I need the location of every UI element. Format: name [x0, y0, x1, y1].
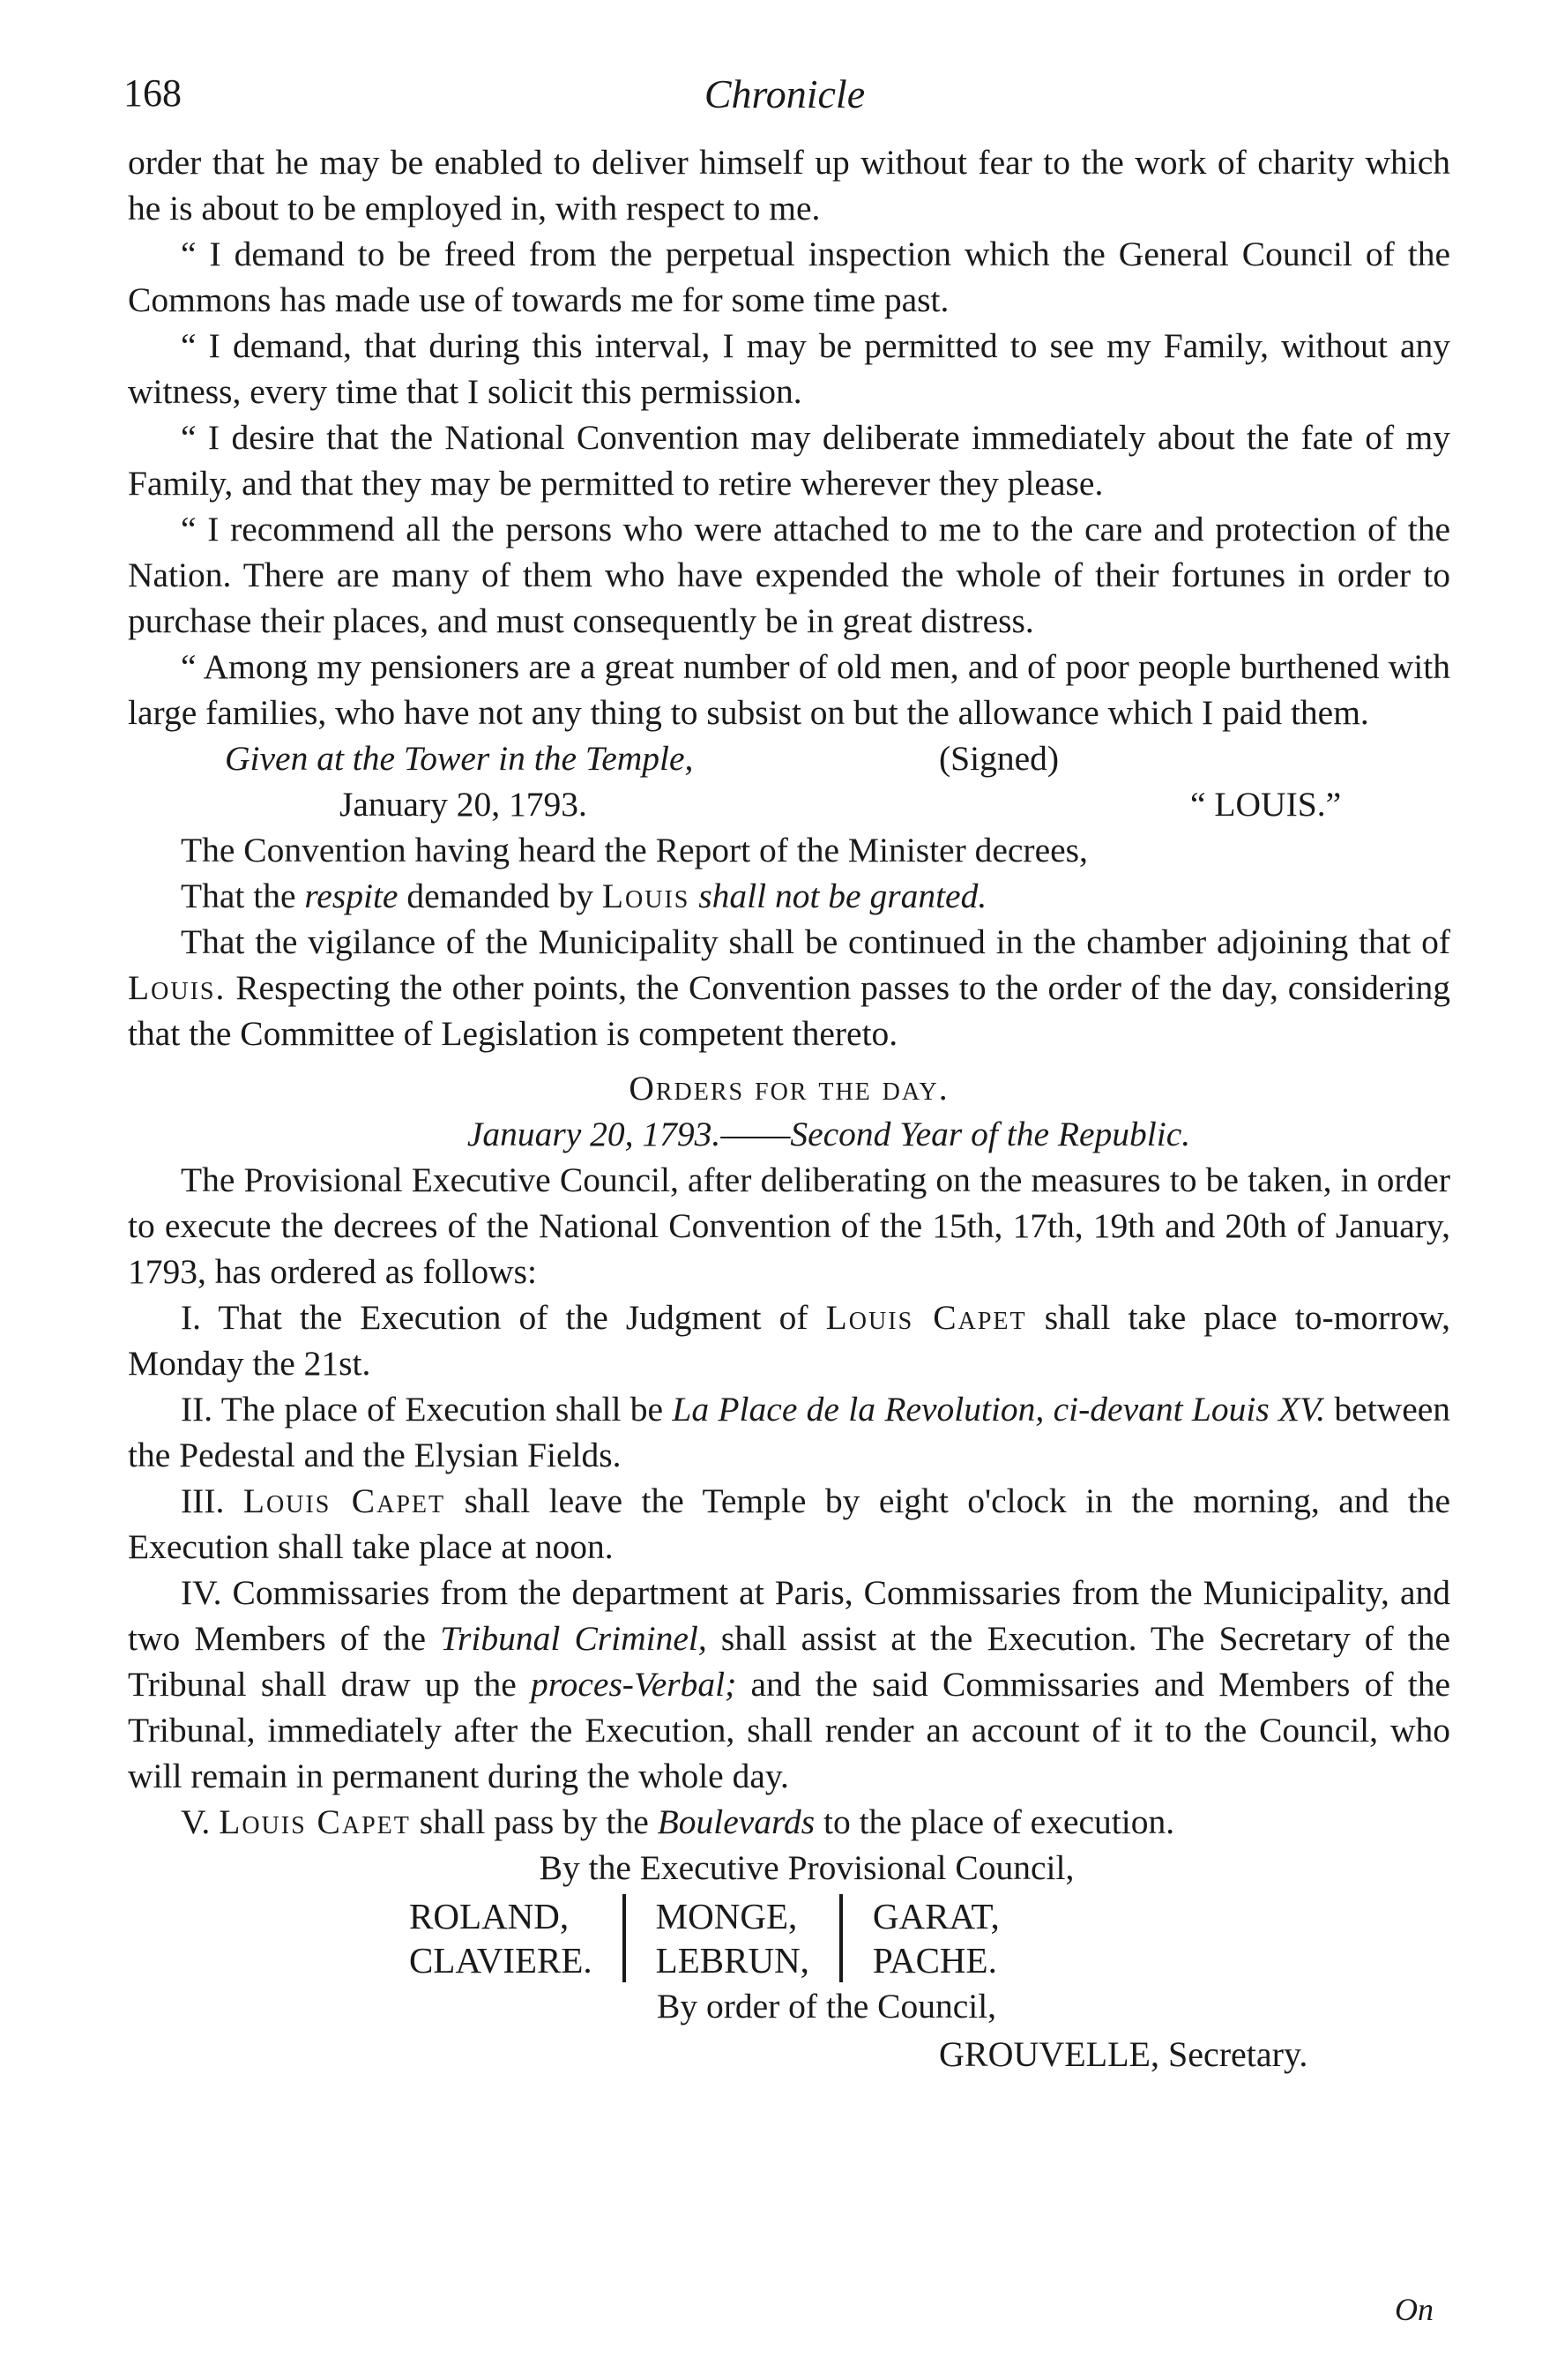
dash: ——: [720, 1115, 791, 1153]
louis-capet: Louis Capet: [825, 1298, 1027, 1337]
page-number: 168: [123, 71, 182, 115]
not-granted-text: shall not be granted.: [698, 877, 987, 915]
signature-pache: PACHE.: [872, 1940, 997, 1981]
signature-roland: ROLAND,: [409, 1896, 570, 1936]
signature-table: [379, 1894, 1450, 1982]
given-date: January 20, 1793.: [339, 785, 587, 824]
page-header: [123, 71, 1446, 132]
signature-claviere: CLAVIERE.: [409, 1940, 592, 1981]
louis-capet: Louis Capet: [219, 1802, 411, 1841]
paragraph-work-of-charity: order that he may be enabled to deliver himself up without fear to the work of charity which he is about to be employed in, with respect to me.: [128, 143, 1450, 228]
article-number: III.: [181, 1481, 225, 1520]
decree-vigilance: [128, 919, 1450, 1056]
signature-column-1: [379, 1894, 622, 1982]
article-iv: [128, 1570, 1450, 1799]
article-text: IV. Commissaries from the department at Paris, Commissaries from the Municipality, and two Members of the: [128, 1573, 1450, 1658]
paragraph-recommend-persons: “ I recommend all the persons who were attached to me to the care and protection of the Nation. There are many of them who have expended the whole of their fortunes in order to purchase their places, and must consequently be in great distress.: [128, 510, 1450, 640]
article-text: shall leave the Temple by eight o'clock in the morning, and the Execution shall take place at noon.: [128, 1481, 1451, 1566]
orders-date: January 20, 1793.: [466, 1115, 721, 1153]
secretary-signature: GROUVELLE, Secretary.: [939, 2034, 1308, 2074]
republic-year: Second Year of the Republic.: [790, 1115, 1191, 1153]
decree-respite: [128, 873, 1450, 919]
paragraph-inspection: “ I demand to be freed from the perpetual inspection which the General Council of the Commons has made use of towards me for some time past.: [128, 235, 1450, 319]
decree-intro: The Convention having heard the Report of the Minister decrees,: [181, 831, 1088, 869]
given-line: [128, 735, 1450, 781]
paragraph-fate-of-family: “ I desire that the National Convention may deliberate immediately about the fate of my Family, and that they may be permitted to retire wherever they please.: [128, 418, 1450, 503]
signature-garat: GARAT,: [872, 1896, 1000, 1936]
article-number: V.: [181, 1802, 211, 1841]
boulevards: Boulevards: [657, 1802, 816, 1841]
louis-capet: Louis Capet: [242, 1481, 446, 1520]
date-line: [128, 781, 1450, 827]
signature-column-2: [622, 1894, 843, 1982]
by-order-line: By order of the Council,: [657, 1987, 997, 2026]
louis-signature: “ LOUIS.”: [1190, 785, 1342, 824]
article-text: to the place of execution.: [823, 1802, 1175, 1841]
paragraph-see-family: “ I demand, that during this interval, I may be permitted to see my Family, without any witness, every time that I solicit this permission.: [128, 326, 1450, 411]
page-body: [128, 139, 1450, 2079]
decree-text: That the: [181, 877, 296, 915]
signature-column-3: [843, 1894, 1030, 1982]
article-v: [128, 1799, 1450, 1845]
running-head: Chronicle: [704, 71, 866, 116]
article-text: II. The place of Execution shall be: [181, 1390, 664, 1429]
article-text: I. That the Execution of the Judgment of: [181, 1298, 808, 1337]
article-ii: [128, 1386, 1450, 1478]
paragraph-pensioners: “ Among my pensioners are a great number of old men, and of poor people burthened with large families, who have not any thing to subsist on but the allowance which I paid them.: [128, 647, 1450, 732]
article-text: and the said Commissaries and Members of the Tribunal, immediately after the Execution, shall render an account of it to the Council, who will remain in permanent during the whole day.: [128, 1665, 1450, 1795]
decree-text: Respecting the other points, the Convention passes to the order of the day, considering that the Committee of Legislation is competent thereto.: [128, 968, 1451, 1053]
catchword: On: [1395, 2292, 1434, 2327]
decree-text: demanded by: [406, 877, 594, 915]
orders-date-line: [207, 1111, 1450, 1157]
signed-label: (Signed): [939, 739, 1060, 778]
article-i: [128, 1294, 1450, 1386]
place-of-execution: La Place de la Revolution, ci-devant Louis XV.: [672, 1390, 1326, 1429]
article-text: shall assist at the Execution. The Secretary of the Tribunal shall draw up the: [128, 1619, 1451, 1704]
respite-word: respite: [304, 877, 399, 915]
proces-verbal: proces-Verbal;: [530, 1665, 737, 1704]
signature-monge: MONGE,: [655, 1896, 798, 1936]
article-iii: [128, 1478, 1450, 1570]
louis-name: Louis: [601, 877, 690, 915]
tribunal-criminel: Tribunal Criminel,: [440, 1619, 707, 1658]
given-place: Given at the Tower in the Temple,: [225, 739, 694, 778]
signature-lebrun: LEBRUN,: [655, 1940, 809, 1981]
article-text: shall take place to-morrow, Monday the 21st.: [128, 1298, 1451, 1383]
council-attribution: By the Executive Provisional Council,: [539, 1848, 1075, 1887]
article-text: between the Pedestal and the Elysian Fields.: [128, 1390, 1451, 1474]
louis-name: Louis.: [128, 968, 227, 1007]
orders-heading: Orders for the day.: [629, 1069, 950, 1108]
decree-text: That the vigilance of the Municipality shall be continued in the chamber adjoining that of: [181, 922, 1450, 961]
article-text: shall pass by the: [419, 1802, 649, 1841]
orders-intro: The Provisional Executive Council, after deliberating on the measures to be taken, in order to execute the decrees of the National Convention of the 15th, 17th, 19th and 20th of January, 1793, has ordered as follows:: [128, 1160, 1450, 1291]
